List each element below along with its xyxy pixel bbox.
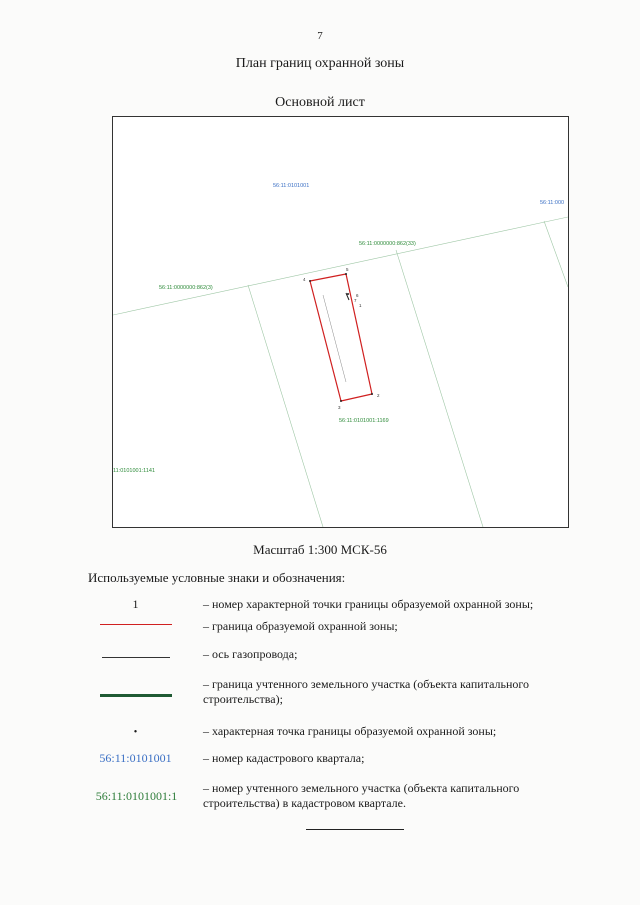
sheet-subtitle: Основной лист xyxy=(275,95,365,110)
legend-symbol-dot: • xyxy=(133,727,138,738)
point-label-4: 4 xyxy=(303,277,306,282)
legend-text: – граница образуемой охранной зоны; xyxy=(203,619,398,633)
parcel-label-top: 56:11:0000000:862(33) xyxy=(359,241,416,247)
legend-symbol-point-number: 1 xyxy=(132,597,139,611)
parcel-line-left xyxy=(248,285,323,527)
legend-text: – характерная точка границы образуемой охранной зоны; xyxy=(203,724,497,738)
point-marker-2 xyxy=(371,393,373,395)
point-label-5: 5 xyxy=(346,267,349,272)
legend-text: – граница учтенного земельного участка (объекта капитального строительства); xyxy=(203,677,530,706)
legend-symbol-red-line xyxy=(88,624,183,625)
legend-text: – номер кадастрового квартала; xyxy=(203,751,365,765)
legend-text: – номер характерной точки границы образуемой охранной зоны; xyxy=(203,597,534,611)
pipeline-axis xyxy=(323,295,346,382)
legend-heading: Используемые условные знаки и обозначения: xyxy=(88,570,346,585)
page-title: План границ охранной зоны xyxy=(235,56,405,71)
legend-text: – ось газопровода; xyxy=(203,647,298,661)
legend-symbol-quarter-number: 56:11:0101001 xyxy=(99,751,172,765)
parcel-label-bottom-left: 11:0101001:1141 xyxy=(113,468,156,474)
parcel-label-center: 56:11:0101001:1169 xyxy=(339,418,389,424)
map-frame xyxy=(112,116,569,528)
point-marker-4 xyxy=(309,280,311,282)
map-drawing xyxy=(113,117,568,527)
legend-symbol-parcel-number: 56:11:0101001:1 xyxy=(95,789,178,803)
point-label-6: 6 xyxy=(356,293,359,298)
point-marker-5 xyxy=(345,273,347,275)
bottom-rule xyxy=(306,829,404,830)
point-label-1: 1 xyxy=(359,303,362,308)
parcel-line-far-right xyxy=(544,221,568,287)
point-marker-7 xyxy=(347,293,349,295)
page-number: 7 xyxy=(317,30,323,42)
point-label-2: 2 xyxy=(377,393,380,398)
legend-symbol-green-line xyxy=(88,694,183,697)
parcel-line-top xyxy=(113,217,568,315)
scale-caption: Масштаб 1:300 МСК-56 xyxy=(253,542,387,557)
parcel-label-left: 56:11:0000000:862(3) xyxy=(159,285,213,291)
point-marker-3 xyxy=(340,400,342,402)
quarter-label-top: 56:11:0101001 xyxy=(273,183,310,189)
protection-zone-boundary xyxy=(310,274,372,401)
legend-symbol-axis-line xyxy=(88,657,183,658)
point-label-3: 3 xyxy=(338,405,341,410)
legend-text: – номер учтенного земельного участка (объекта капитального строительства) в кадастровом квартале. xyxy=(203,781,520,810)
point-label-7: 7 xyxy=(354,298,357,303)
parcel-line-right xyxy=(396,250,483,527)
quarter-label-right: 56:11:000 xyxy=(540,200,565,206)
